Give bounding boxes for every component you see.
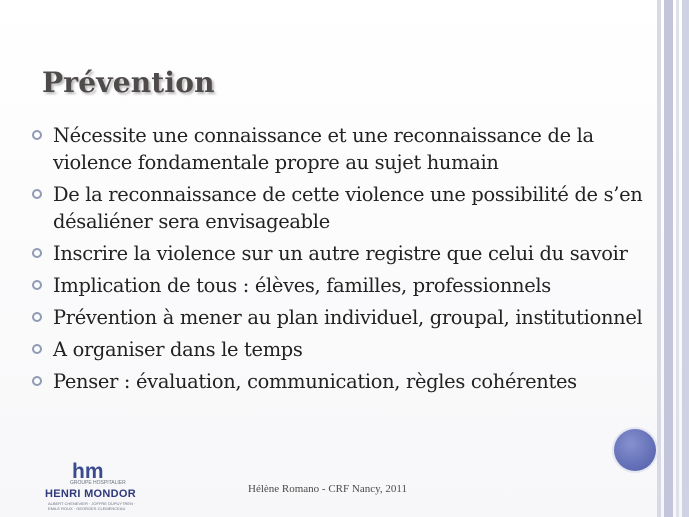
bullet-text: Penser : évaluation, communication, règles cohérentes xyxy=(53,370,577,393)
decor-stripe xyxy=(682,0,689,517)
bullet-item xyxy=(30,368,660,395)
bullet-icon xyxy=(32,130,42,140)
bullet-item xyxy=(30,240,660,267)
slide-footer: Hélène Romano - CRF Nancy, 2011 xyxy=(248,483,407,495)
logo-name: HENRI MONDOR xyxy=(45,488,136,500)
bullet-icon xyxy=(32,312,42,322)
bullet-item xyxy=(30,122,660,176)
bullet-text: Nécessite une connaissance et une reconnaissance de la violence fondamentale propre au sujet humain xyxy=(53,124,594,174)
bullet-icon xyxy=(32,248,42,258)
logo-subtext: ALBERT CHENEVIER · JOFFRE DUPUYTREN · EMILE ROUX · GEORGES CLEMENCEAU xyxy=(48,501,136,511)
decor-stripe xyxy=(676,0,679,517)
decor-stripe xyxy=(664,0,673,517)
bullet-text: A organiser dans le temps xyxy=(53,338,303,361)
bullet-text: Prévention à mener au plan individuel, groupal, institutionnel xyxy=(53,306,643,329)
hm-logo-icon xyxy=(72,460,106,482)
slide-title: Prévention xyxy=(42,66,215,99)
bullet-text: De la reconnaissance de cette violence une possibilité de s’en désaliéner sera envisageable xyxy=(53,183,643,233)
bullet-item xyxy=(30,304,660,331)
bullet-text: Implication de tous : élèves, familles, professionnels xyxy=(53,274,551,297)
bullet-list xyxy=(30,122,660,400)
bullet-icon xyxy=(32,344,42,354)
bullet-item xyxy=(30,181,660,235)
bullet-icon xyxy=(32,376,42,386)
bullet-icon xyxy=(32,189,42,199)
bullet-item xyxy=(30,272,660,299)
logo-mark-text: hm xyxy=(72,460,104,482)
logo-group-label: GROUPE HOSPITALIER xyxy=(70,480,126,486)
bullet-text: Inscrire la violence sur un autre registre que celui du savoir xyxy=(53,242,628,265)
bullet-icon xyxy=(32,280,42,290)
henri-mondor-logo xyxy=(40,460,136,512)
bullet-item xyxy=(30,336,660,363)
decorative-circle xyxy=(614,429,656,471)
